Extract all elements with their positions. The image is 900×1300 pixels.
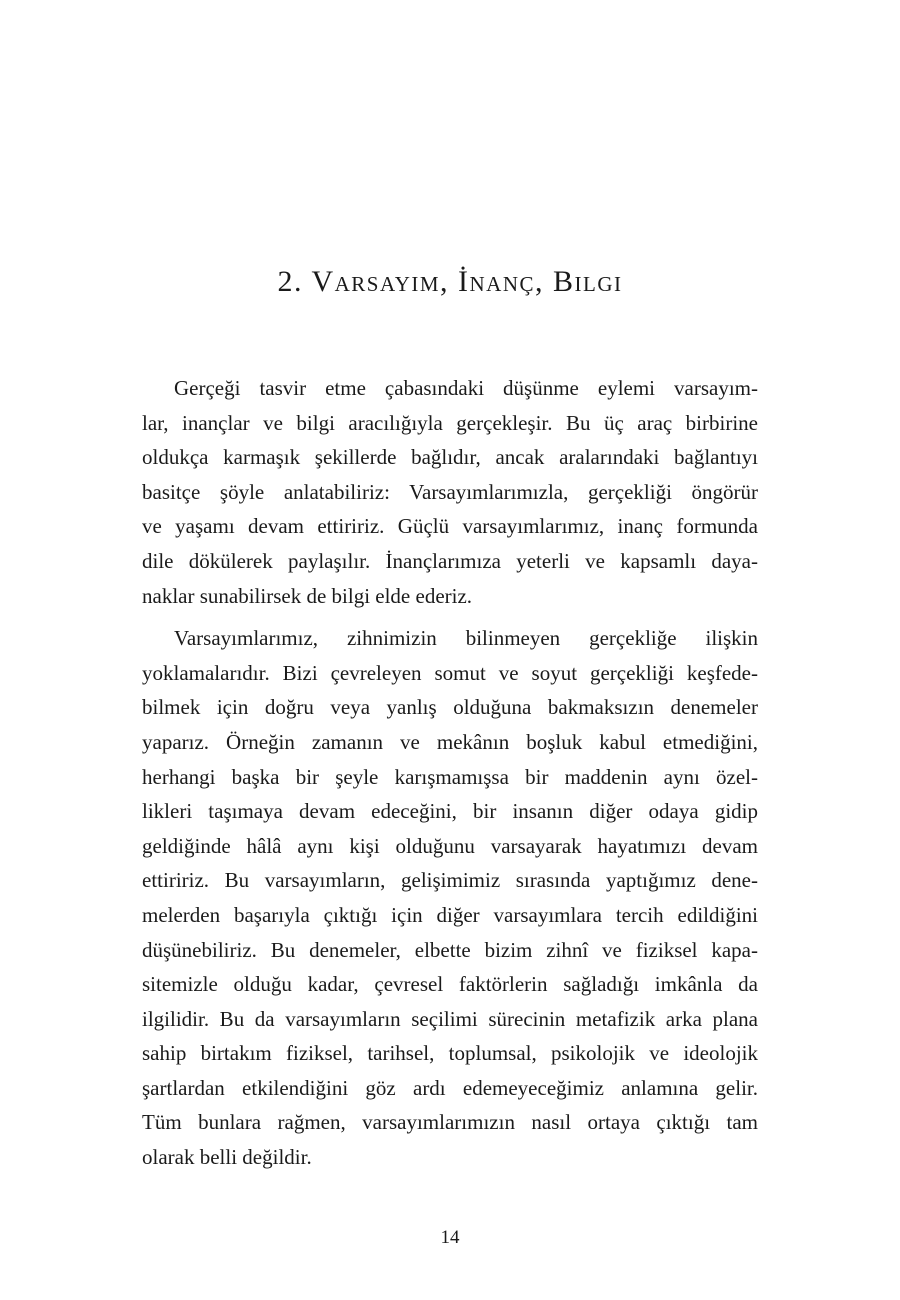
text-line: ilgilidir. Bu da varsayımların seçilimi sürecinin metafizik arka plana: [142, 1006, 758, 1031]
text-line: Varsayımlarımız, zihnimizin bilinmeyen gerçekliğe ilişkin: [174, 626, 758, 651]
text-line: yoklamalarıdır. Bizi çevreleyen somut ve soyut gerçekliği keşfede-: [142, 660, 758, 685]
paragraph-gap: [142, 613, 758, 621]
text-line: bilmek için doğru veya yanlış olduğuna bakmaksızın denemeler: [142, 695, 758, 720]
text-line: melerden başarıyla çıktığı için diğer varsayımlara tercih edildiğini: [142, 902, 758, 927]
page-number: 14: [440, 1227, 460, 1248]
paragraph-2: [142, 621, 758, 1175]
paragraph-1: [142, 371, 758, 613]
text-line: herhangi başka bir şeyle karışmamışsa bir maddenin aynı özel-: [142, 764, 758, 789]
text-line: şartlardan etkilendiğini göz ardı edemeyeceğimiz anlamına gelir.: [142, 1075, 758, 1100]
text-line: oldukça karmaşık şekillerde bağlıdır, ancak aralarındaki bağlantıyı: [142, 445, 758, 470]
text-line: lar, inançlar ve bilgi aracılığıyla gerçekleşir. Bu üç araç birbirine: [142, 410, 758, 435]
text-line: dile dökülerek paylaşılır. İnançlarımıza yeterli ve kapsamlı daya-: [142, 548, 758, 573]
text-line: Tüm bunlara rağmen, varsayımlarımızın nasıl ortaya çıktığı tam: [142, 1110, 758, 1135]
text-line: olarak belli değildir.: [142, 1145, 312, 1170]
text-line: basitçe şöyle anlatabiliriz: Varsayımlarımızla, gerçekliği öngörür: [142, 479, 758, 504]
text-line: sitemizle olduğu kadar, çevresel faktörlerin sağladığı imkânla da: [142, 972, 758, 997]
body-text: [142, 371, 758, 1175]
chapter-title: 2. Varsayım, İnanç, Bilgi: [277, 265, 623, 298]
text-line: likleri taşımaya devam edeceğini, bir insanın diğer odaya gidip: [142, 799, 758, 824]
text-line: ettiririz. Bu varsayımların, gelişimimiz sırasında yaptığımız dene-: [142, 868, 758, 893]
text-line: sahip birtakım fiziksel, tarihsel, toplumsal, psikolojik ve ideolojik: [142, 1041, 758, 1066]
text-line: geldiğinde hâlâ aynı kişi olduğunu varsayarak hayatımızı devam: [142, 833, 758, 858]
text-line: yaparız. Örneğin zamanın ve mekânın boşluk kabul etmediğini,: [142, 729, 758, 754]
text-line: düşünebiliriz. Bu denemeler, elbette bizim zihnî ve fiziksel kapa-: [142, 937, 758, 962]
text-line: Gerçeği tasvir etme çabasındaki düşünme eylemi varsayım-: [174, 376, 758, 400]
text-line: naklar sunabilirsek de bilgi elde ederiz.: [142, 583, 473, 608]
text-line: ve yaşamı devam ettiririz. Güçlü varsayımlarımız, inanç formunda: [142, 514, 758, 539]
